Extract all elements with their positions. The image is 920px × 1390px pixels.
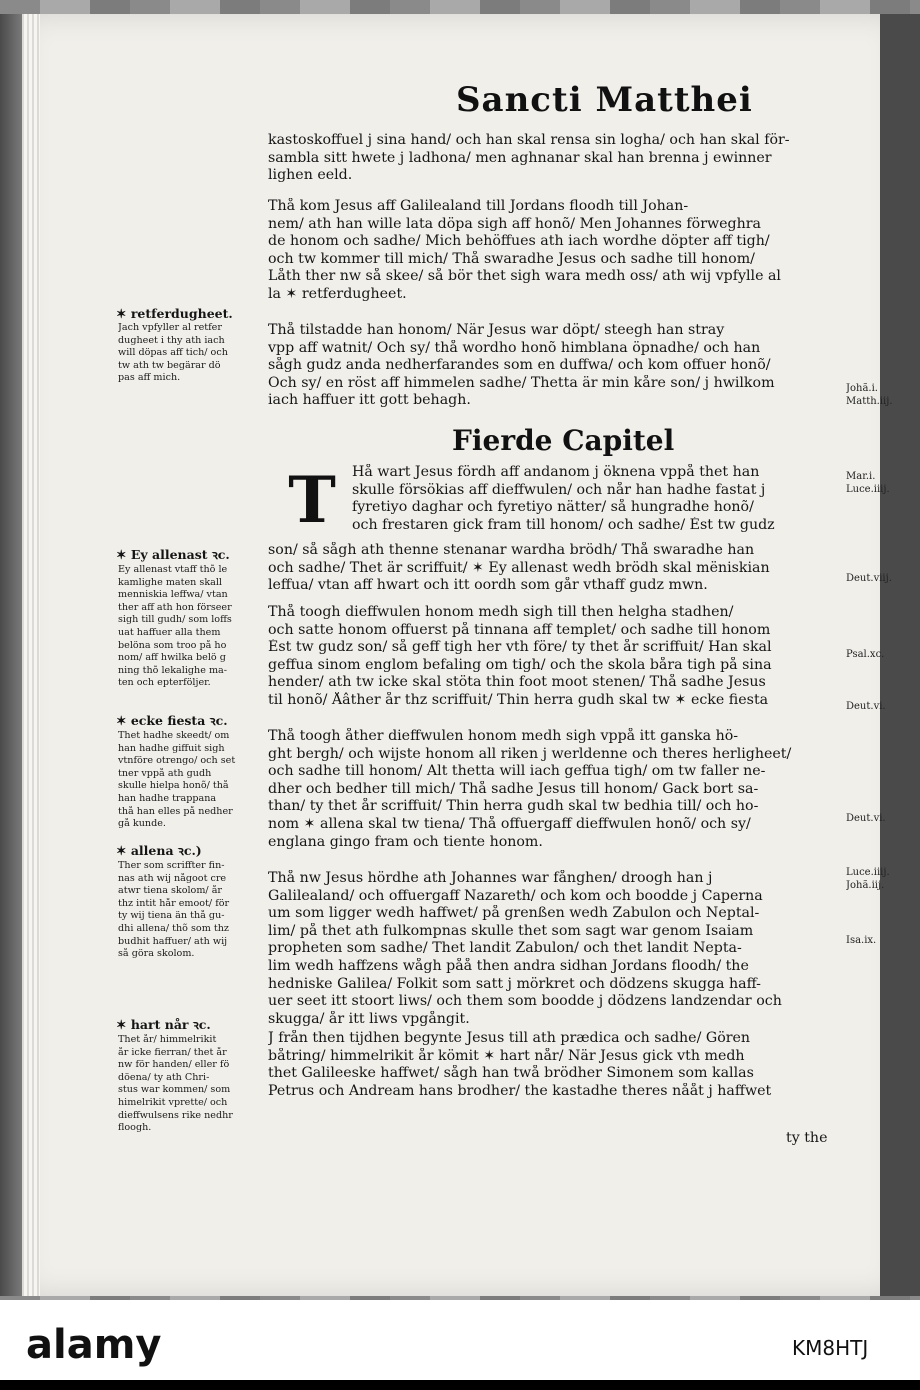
- text-line: lim/ på thet ath fulkompnas skulle thet som sagt war genom Isaiam: [268, 922, 754, 939]
- gloss-line: han hadhe giffuit sigh: [118, 742, 225, 754]
- margin-ref: Isa.ix.: [846, 935, 877, 946]
- catchword: ty the: [786, 1130, 828, 1146]
- text-line: Ést tw gudz son/ så geff tigh her vth före/ ty thet år scriffuit/ Han skal: [268, 639, 772, 656]
- gloss-line: dhi allena/ thõ som thz: [118, 922, 229, 934]
- gloss-line: Ther som scriffter fin-: [118, 860, 225, 871]
- margin-ref: Matth.iij.: [846, 396, 893, 407]
- gloss-line: floogh.: [118, 1122, 152, 1134]
- gloss-heading: ✶ Ey allenast ꝛc.: [116, 547, 230, 562]
- gloss-line: himelrikit vprette/ och: [118, 1096, 228, 1108]
- gloss-heading: ✶ hart når ꝛc.: [116, 1017, 211, 1032]
- watermark-image-id: KM8HTJ: [792, 1336, 869, 1360]
- gloss-line: vtnföre otrengo/ och set: [118, 755, 236, 767]
- gloss-line: thå han elles på nedher: [118, 805, 233, 817]
- text-line: lighen eeld.: [268, 167, 353, 184]
- gloss-line: dieffwulsens rike nedhr: [118, 1109, 233, 1121]
- text-line: Thå toogh dieffwulen honom medh sigh till then helgha stadhen/: [268, 604, 734, 620]
- text-block-1: [268, 132, 840, 185]
- gloss-line: döena/ ty ath Chri-: [118, 1071, 210, 1083]
- page-header-title: Sancti Matthei: [456, 80, 753, 120]
- gloss-line: Thet hadhe skeedt/ om: [118, 730, 230, 741]
- text-line: Och sy/ en röst aff himmelen sadhe/ Thetta är min kåre son/ j hwilkom: [268, 374, 775, 391]
- text-line: Thå nw Jesus hördhe ath Johannes war fånghen/ droogh han j: [268, 870, 713, 886]
- margin-ref: Psal.xc.: [846, 649, 885, 660]
- text-line: båtring/ himmelrikit år kömit ✶ hart når/ När Jesus gick vth medh: [268, 1047, 745, 1064]
- gloss-line: pas aff mich.: [118, 372, 181, 384]
- gloss-line: sigh till gudh/ som loffs: [118, 614, 232, 626]
- gloss-line: tw ath tw begärar dö: [118, 359, 221, 371]
- gloss-line: thz intit hår emoot/ för: [118, 897, 230, 909]
- text-line: sågh gudz anda nedherfarandes som en duffwa/ och kom offuer honõ/: [268, 357, 771, 374]
- gloss-line: så göra skolom.: [118, 948, 195, 960]
- gloss-text: [118, 322, 266, 385]
- text-block-3: [268, 322, 840, 410]
- gloss-text: [118, 564, 266, 690]
- text-line: Galilealand/ och offuergaff Nazareth/ och kom och boodde j Caperna: [268, 887, 763, 904]
- text-line: um som ligger wedh haffwet/ på grenßen wedh Zabulon och Neptal-: [268, 905, 760, 922]
- gloss-line: tner vppå ath gudh: [118, 767, 212, 779]
- gloss-line: ning thõ lekalighe ma-: [118, 664, 227, 676]
- text-line: son/ så sågh ath thenne stenanar wardha brödh/ Thå swaradhe han: [268, 542, 755, 558]
- text-line: ght bergh/ och wijste honom all riken j werldenne och theres herligheet/: [268, 745, 792, 762]
- text-line: propheten som sadhe/ Thet landit Zabulon/ och thet landit Nepta-: [268, 940, 742, 957]
- gloss-line: Ey allenast vtaff thõ le: [118, 564, 228, 575]
- gloss-heading: ✶ retferdugheet.: [116, 306, 233, 321]
- text-line: och sadhe till honom/ Alt thetta will iach geffua tigh/ om tw faller ne-: [268, 763, 766, 780]
- text-line: J från then tijdhen begynte Jesus till ath prædica och sadhe/ Gören: [268, 1030, 751, 1046]
- book-spine: [0, 14, 22, 1296]
- gloss-line: atwr tiena skolom/ år: [118, 885, 223, 897]
- text-block-5: [268, 604, 840, 710]
- chapter-heading: Fierde Capitel: [452, 424, 675, 457]
- gloss-line: will döpas aff tich/ och: [118, 347, 228, 359]
- text-line: nem/ ath han wille lata döpa sigh aff honõ/ Men Johannes förweghra: [268, 215, 762, 232]
- gloss-line: skulle hielpa honõ/ thå: [118, 780, 229, 792]
- gloss-line: gå kunde.: [118, 818, 166, 830]
- decorated-initial: T: [288, 463, 336, 538]
- text-line: skulle försökias aff dieffwulen/ och når han hadhe fastat j: [352, 481, 766, 498]
- text-line: vpp aff watnit/ Och sy/ thå wordho honõ himblana öpnadhe/ och han: [268, 339, 761, 356]
- text-line: thet Galileeske haffwet/ sågh han twå brödher Simonem som kallas: [268, 1065, 754, 1082]
- gloss-line: nas ath wij någoot cre: [118, 872, 227, 884]
- text-line: Thå toogh åther dieffwulen honom medh sigh vppå itt ganska hö-: [268, 728, 739, 744]
- margin-ref: Mar.i.: [846, 471, 876, 482]
- text-line: Thå tilstadde han honom/ När Jesus war döpt/ steegh han stray: [268, 322, 725, 338]
- text-line: och sadhe/ Thet är scriffuit/ ✶ Ey allenast wedh brödh skal mëniskian: [268, 559, 770, 576]
- text-line: och satte honom offuerst på tinnana aff templet/ och sadhe till honom: [268, 621, 771, 638]
- text-line: lim wedh haffzens wågh påå then andra sidhan Jordans floodh/ the: [268, 957, 749, 974]
- gloss-text: [118, 860, 266, 961]
- text-block-2: [268, 198, 840, 304]
- text-line: fyretiyo daghar och fyretiyo nätter/ så hungradhe honõ/: [352, 499, 754, 516]
- gloss-line: stus war kommen/ som: [118, 1084, 231, 1096]
- text-block-6: [268, 728, 840, 851]
- text-line: la ✶ retferdugheet.: [268, 285, 407, 302]
- gloss-heading: ✶ ecke fiesta ꝛc.: [116, 713, 228, 728]
- gloss-text: [118, 1034, 266, 1135]
- gloss-line: uat haffuer alla them: [118, 626, 221, 638]
- gloss-line: år icke fierran/ thet år: [118, 1046, 227, 1058]
- text-line: englana gingo fram och tiente honom.: [268, 833, 543, 850]
- text-line: uer seet itt stoort liws/ och them som boodde j dödzens landzendar och: [268, 993, 782, 1010]
- text-line: Hå wart Jesus fördh aff andanom j öknena vppå thet han: [352, 464, 760, 480]
- text-line: och frestaren gick fram till honom/ och sadhe/ Ést tw gudz: [352, 516, 775, 533]
- text-line: Låth ther nw så skee/ så bör thet sigh wara medh oss/ ath wij vpfylle al: [268, 268, 781, 285]
- gloss-line: ther aff ath hon förseer: [118, 601, 232, 613]
- text-line: dher och bedher till mich/ Thå sadhe Jesus till honom/ Gack bort sa-: [268, 780, 759, 797]
- margin-ref: Johã.i.: [846, 383, 878, 394]
- margin-ref: Luce.iiij.: [846, 867, 890, 878]
- text-block-8: [268, 1030, 840, 1100]
- gloss-line: Thet år/ himmelrikit: [118, 1034, 217, 1045]
- chapter-opening-text: [352, 464, 840, 534]
- margin-ref: Johã.iij.: [846, 880, 885, 891]
- gloss-line: budhit haffuer/ ath wij: [118, 935, 228, 947]
- gloss-heading: ✶ allena ꝛc.): [116, 843, 202, 858]
- margin-ref: Luce.iiij.: [846, 484, 890, 495]
- page-edge: [22, 14, 40, 1296]
- text-line: geffua sinom englom befaling om tigh/ och the skola båra tigh på sina: [268, 656, 772, 673]
- text-line: de honom och sadhe/ Mich behöffues ath iach wordhe döpter aff tigh/: [268, 233, 770, 250]
- text-block-7: [268, 870, 840, 1028]
- watermark-bottom-strip: [0, 1380, 920, 1390]
- text-line: sambla sitt hwete j ladhona/ men aghnanar skal han brenna j ewinner: [268, 149, 772, 166]
- text-line: til honõ/ Åâther år thz scriffuit/ Thin herra gudh skal tw ✶ ecke fiesta: [268, 691, 769, 708]
- gloss-line: ty wij tiena än thå gu-: [118, 910, 225, 922]
- text-line: leffua/ vtan aff hwart och itt oordh som går vthaff gudz mwn.: [268, 577, 708, 594]
- margin-ref: Deut.vi.: [846, 813, 886, 824]
- gloss-line: han hadhe trappana: [118, 792, 217, 804]
- text-line: Petrus och Andream hans brodher/ the kastadhe theres nååt j haffwet: [268, 1082, 772, 1099]
- watermark-logo: alamy: [26, 1322, 162, 1368]
- gloss-line: ten och epterföljer.: [118, 677, 211, 689]
- text-line: och tw kommer till mich/ Thå swaradhe Jesus och sadhe till honom/: [268, 250, 755, 267]
- text-line: Thå kom Jesus aff Galilealand till Jordans floodh till Johan-: [268, 198, 689, 214]
- top-border: [0, 0, 920, 14]
- text-line: kastoskoffuel j sina hand/ och han skal rensa sin logha/ och han skal för-: [268, 132, 790, 148]
- gloss-line: menniskia leffwa/ vtan: [118, 589, 228, 601]
- gloss-line: kamlighe maten skall: [118, 576, 222, 588]
- gloss-line: dugheet i thy ath iach: [118, 334, 225, 346]
- text-line: hender/ ath tw icke skal stöta thin foot moot stenen/ Thå sadhe Jesus: [268, 674, 766, 691]
- gloss-line: belöna som troo på ho: [118, 639, 227, 651]
- gloss-line: nw för handen/ eller fö: [118, 1059, 230, 1071]
- margin-ref: Deut.viij.: [846, 573, 892, 584]
- gloss-line: Jach vpfyller al retfer: [118, 322, 222, 333]
- text-line: iach haffuer itt gott behagh.: [268, 392, 471, 409]
- margin-ref: Deut.vi.: [846, 701, 886, 712]
- text-line: than/ ty thet år scriffuit/ Thin herra gudh skal tw bedhia till/ och ho-: [268, 798, 759, 815]
- gloss-text: [118, 730, 266, 831]
- text-line: hedniske Galilea/ Folkit som satt j mörkret och dödzens skugga haff-: [268, 975, 761, 992]
- text-block-4: [268, 542, 840, 595]
- text-line: nom ✶ allena skal tw tiena/ Thå offuergaff dieffwulen honõ/ och sy/: [268, 815, 751, 832]
- gloss-line: nom/ aff hwilka belö g: [118, 652, 226, 664]
- text-line: skugga/ år itt liws vpgångit.: [268, 1010, 470, 1027]
